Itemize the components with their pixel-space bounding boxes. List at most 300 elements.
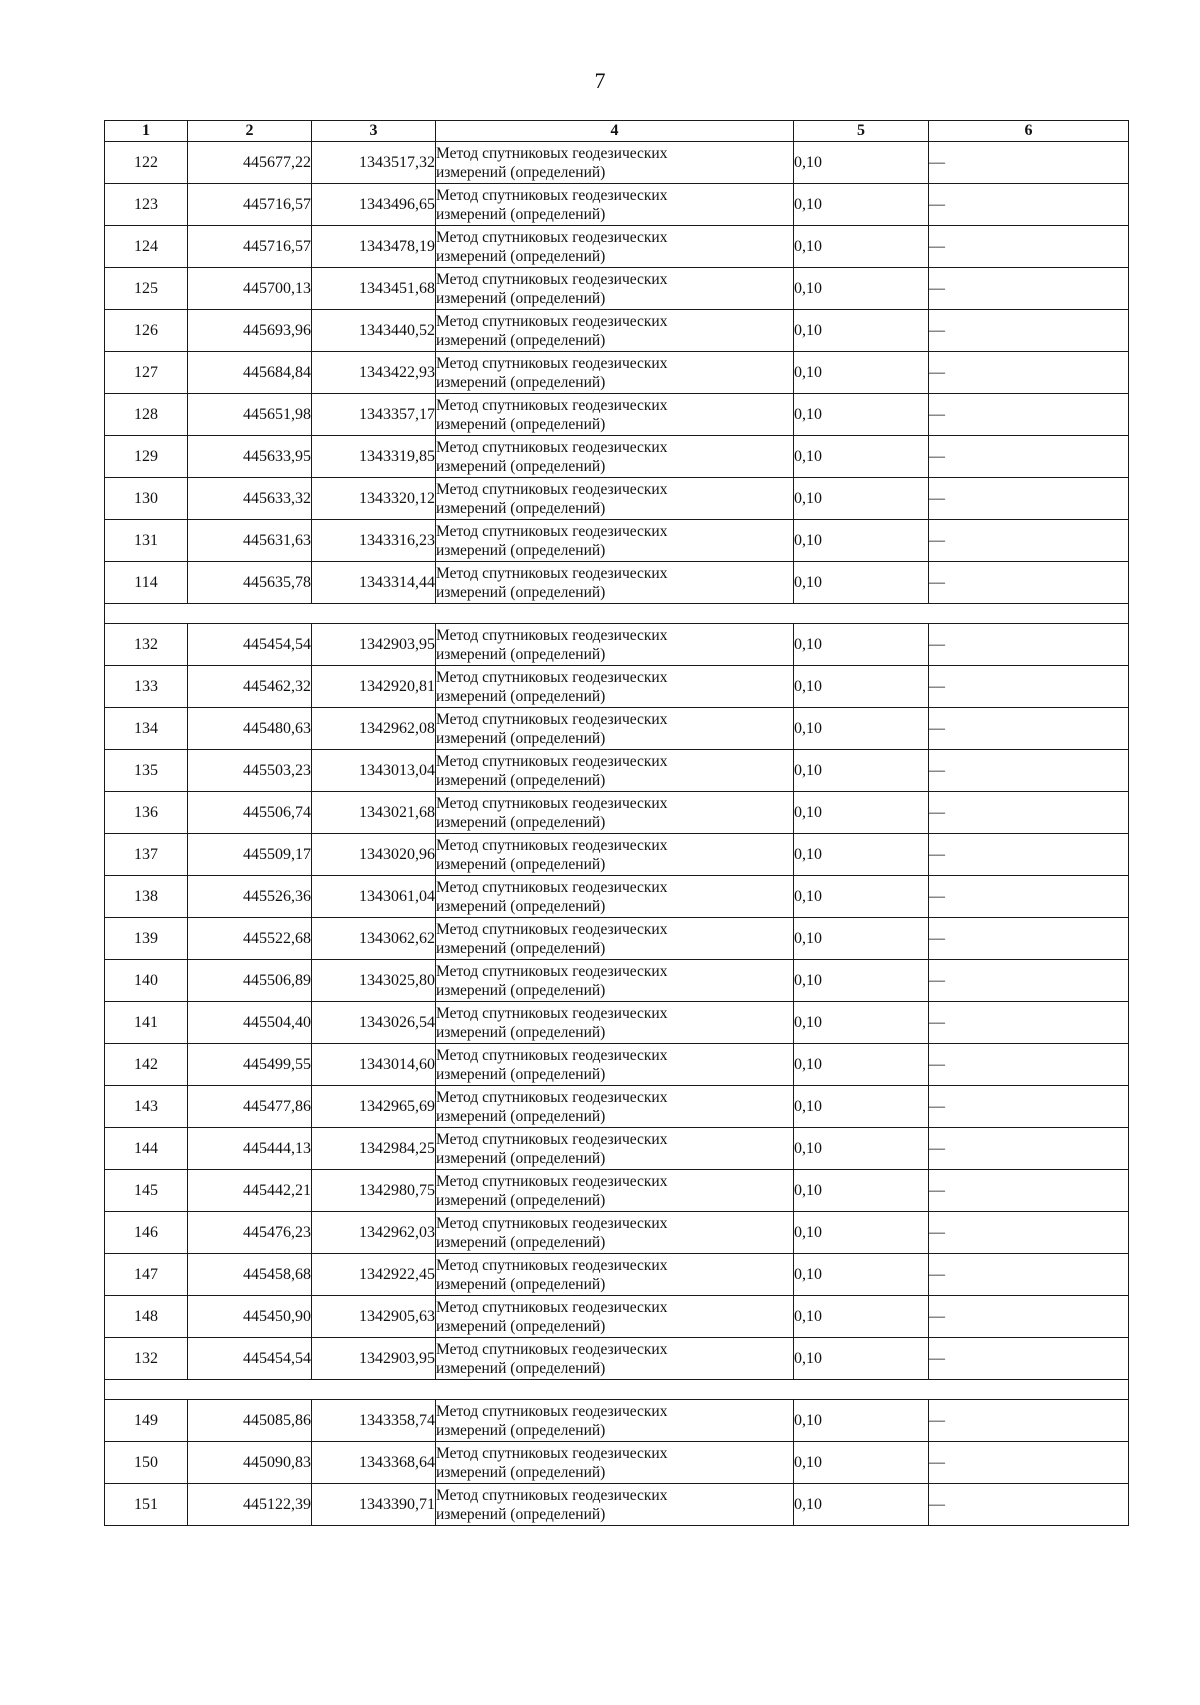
method-cell bbox=[436, 960, 794, 1002]
method-line-1: Метод спутниковых геодезических bbox=[436, 522, 668, 540]
table-row bbox=[105, 708, 1129, 750]
accuracy-cell: 0,10 bbox=[794, 310, 929, 352]
table-body bbox=[105, 142, 1129, 1526]
method-line-1: Метод спутниковых геодезических bbox=[436, 1172, 668, 1190]
point-number-cell: 141 bbox=[105, 1002, 188, 1044]
x-coordinate-cell: 445693,96 bbox=[188, 310, 312, 352]
table-row bbox=[105, 436, 1129, 478]
method-line-1: Метод спутниковых геодезических bbox=[436, 228, 668, 246]
method-line-1: Метод спутниковых геодезических bbox=[436, 1486, 668, 1504]
x-coordinate-cell: 445677,22 bbox=[188, 142, 312, 184]
note-cell: — bbox=[929, 478, 1129, 520]
y-coordinate-cell: 1343319,85 bbox=[312, 436, 436, 478]
point-number-cell: 142 bbox=[105, 1044, 188, 1086]
y-coordinate-cell: 1343026,54 bbox=[312, 1002, 436, 1044]
method-line-2: измерений (определений) bbox=[436, 897, 606, 915]
x-coordinate-cell: 445651,98 bbox=[188, 394, 312, 436]
note-cell: — bbox=[929, 750, 1129, 792]
method-line-1: Метод спутниковых геодезических bbox=[436, 270, 668, 288]
y-coordinate-cell: 1342903,95 bbox=[312, 624, 436, 666]
method-line-1: Метод спутниковых геодезических bbox=[436, 710, 668, 728]
x-coordinate-cell: 445090,83 bbox=[188, 1442, 312, 1484]
method-line-1: Метод спутниковых геодезических bbox=[436, 668, 668, 686]
table-row bbox=[105, 1338, 1129, 1380]
x-coordinate-cell: 445503,23 bbox=[188, 750, 312, 792]
method-line-2: измерений (определений) bbox=[436, 499, 606, 517]
method-cell bbox=[436, 666, 794, 708]
table-row bbox=[105, 876, 1129, 918]
y-coordinate-cell: 1343014,60 bbox=[312, 1044, 436, 1086]
method-line-2: измерений (определений) bbox=[436, 1421, 606, 1439]
point-number-cell: 140 bbox=[105, 960, 188, 1002]
note-cell: — bbox=[929, 268, 1129, 310]
point-number-cell: 136 bbox=[105, 792, 188, 834]
coordinates-table bbox=[104, 120, 1129, 1526]
point-number-cell: 147 bbox=[105, 1254, 188, 1296]
method-cell bbox=[436, 918, 794, 960]
method-line-2: измерений (определений) bbox=[436, 771, 606, 789]
table-row bbox=[105, 1484, 1129, 1526]
method-cell bbox=[436, 1484, 794, 1526]
method-cell bbox=[436, 1212, 794, 1254]
note-cell: — bbox=[929, 666, 1129, 708]
table-row bbox=[105, 1086, 1129, 1128]
x-coordinate-cell: 445633,32 bbox=[188, 478, 312, 520]
separator-cell bbox=[105, 1380, 1129, 1400]
y-coordinate-cell: 1343021,68 bbox=[312, 792, 436, 834]
note-cell: — bbox=[929, 708, 1129, 750]
method-cell bbox=[436, 1400, 794, 1442]
note-cell: — bbox=[929, 562, 1129, 604]
separator-cell bbox=[105, 604, 1129, 624]
x-coordinate-cell: 445442,21 bbox=[188, 1170, 312, 1212]
y-coordinate-cell: 1343320,12 bbox=[312, 478, 436, 520]
accuracy-cell: 0,10 bbox=[794, 834, 929, 876]
method-line-2: измерений (определений) bbox=[436, 205, 606, 223]
table-row bbox=[105, 478, 1129, 520]
note-cell: — bbox=[929, 394, 1129, 436]
x-coordinate-cell: 445635,78 bbox=[188, 562, 312, 604]
method-line-1: Метод спутниковых геодезических bbox=[436, 1004, 668, 1022]
note-cell: — bbox=[929, 876, 1129, 918]
method-line-1: Метод спутниковых геодезических bbox=[436, 312, 668, 330]
method-line-2: измерений (определений) bbox=[436, 1505, 606, 1523]
note-cell: — bbox=[929, 1338, 1129, 1380]
point-number-cell: 125 bbox=[105, 268, 188, 310]
note-cell: — bbox=[929, 310, 1129, 352]
y-coordinate-cell: 1342984,25 bbox=[312, 1128, 436, 1170]
x-coordinate-cell: 445700,13 bbox=[188, 268, 312, 310]
method-line-2: измерений (определений) bbox=[436, 289, 606, 307]
method-line-2: измерений (определений) bbox=[436, 1191, 606, 1209]
method-line-2: измерений (определений) bbox=[436, 415, 606, 433]
y-coordinate-cell: 1343478,19 bbox=[312, 226, 436, 268]
note-cell: — bbox=[929, 624, 1129, 666]
table-row bbox=[105, 1296, 1129, 1338]
column-header: 4 bbox=[436, 121, 794, 142]
point-number-cell: 114 bbox=[105, 562, 188, 604]
y-coordinate-cell: 1343357,17 bbox=[312, 394, 436, 436]
method-line-2: измерений (определений) bbox=[436, 1317, 606, 1335]
accuracy-cell: 0,10 bbox=[794, 876, 929, 918]
method-line-1: Метод спутниковых геодезических bbox=[436, 794, 668, 812]
method-line-1: Метод спутниковых геодезических bbox=[436, 1402, 668, 1420]
point-number-cell: 132 bbox=[105, 1338, 188, 1380]
table-row bbox=[105, 268, 1129, 310]
method-line-2: измерений (определений) bbox=[436, 1359, 606, 1377]
x-coordinate-cell: 445633,95 bbox=[188, 436, 312, 478]
accuracy-cell: 0,10 bbox=[794, 184, 929, 226]
accuracy-cell: 0,10 bbox=[794, 708, 929, 750]
point-number-cell: 148 bbox=[105, 1296, 188, 1338]
accuracy-cell: 0,10 bbox=[794, 1442, 929, 1484]
note-cell: — bbox=[929, 918, 1129, 960]
accuracy-cell: 0,10 bbox=[794, 436, 929, 478]
method-line-2: измерений (определений) bbox=[436, 813, 606, 831]
table-row bbox=[105, 750, 1129, 792]
accuracy-cell: 0,10 bbox=[794, 1484, 929, 1526]
accuracy-cell: 0,10 bbox=[794, 1296, 929, 1338]
point-number-cell: 134 bbox=[105, 708, 188, 750]
point-number-cell: 128 bbox=[105, 394, 188, 436]
method-cell bbox=[436, 792, 794, 834]
y-coordinate-cell: 1343020,96 bbox=[312, 834, 436, 876]
method-line-1: Метод спутниковых геодезических bbox=[436, 878, 668, 896]
note-cell: — bbox=[929, 1442, 1129, 1484]
point-number-cell: 126 bbox=[105, 310, 188, 352]
accuracy-cell: 0,10 bbox=[794, 1400, 929, 1442]
x-coordinate-cell: 445480,63 bbox=[188, 708, 312, 750]
note-cell: — bbox=[929, 142, 1129, 184]
accuracy-cell: 0,10 bbox=[794, 268, 929, 310]
x-coordinate-cell: 445716,57 bbox=[188, 226, 312, 268]
method-cell bbox=[436, 436, 794, 478]
point-number-cell: 139 bbox=[105, 918, 188, 960]
point-number-cell: 122 bbox=[105, 142, 188, 184]
accuracy-cell: 0,10 bbox=[794, 624, 929, 666]
note-cell: — bbox=[929, 1170, 1129, 1212]
method-line-1: Метод спутниковых геодезических bbox=[436, 438, 668, 456]
method-line-2: измерений (определений) bbox=[436, 1023, 606, 1041]
point-number-cell: 151 bbox=[105, 1484, 188, 1526]
method-line-1: Метод спутниковых геодезических bbox=[436, 186, 668, 204]
point-number-cell: 143 bbox=[105, 1086, 188, 1128]
x-coordinate-cell: 445716,57 bbox=[188, 184, 312, 226]
column-header: 2 bbox=[188, 121, 312, 142]
method-line-1: Метод спутниковых геодезических bbox=[436, 1340, 668, 1358]
note-cell: — bbox=[929, 1128, 1129, 1170]
note-cell: — bbox=[929, 352, 1129, 394]
accuracy-cell: 0,10 bbox=[794, 1254, 929, 1296]
x-coordinate-cell: 445526,36 bbox=[188, 876, 312, 918]
accuracy-cell: 0,10 bbox=[794, 394, 929, 436]
method-cell bbox=[436, 1296, 794, 1338]
point-number-cell: 146 bbox=[105, 1212, 188, 1254]
accuracy-cell: 0,10 bbox=[794, 478, 929, 520]
y-coordinate-cell: 1343390,71 bbox=[312, 1484, 436, 1526]
note-cell: — bbox=[929, 960, 1129, 1002]
method-line-1: Метод спутниковых геодезических bbox=[436, 1298, 668, 1316]
column-header: 5 bbox=[794, 121, 929, 142]
accuracy-cell: 0,10 bbox=[794, 918, 929, 960]
method-line-1: Метод спутниковых геодезических bbox=[436, 1046, 668, 1064]
note-cell: — bbox=[929, 792, 1129, 834]
point-number-cell: 129 bbox=[105, 436, 188, 478]
x-coordinate-cell: 445631,63 bbox=[188, 520, 312, 562]
note-cell: — bbox=[929, 1484, 1129, 1526]
point-number-cell: 150 bbox=[105, 1442, 188, 1484]
method-line-2: измерений (определений) bbox=[436, 541, 606, 559]
x-coordinate-cell: 445509,17 bbox=[188, 834, 312, 876]
point-number-cell: 135 bbox=[105, 750, 188, 792]
table-row bbox=[105, 1254, 1129, 1296]
method-line-1: Метод спутниковых геодезических bbox=[436, 920, 668, 938]
x-coordinate-cell: 445504,40 bbox=[188, 1002, 312, 1044]
note-cell: — bbox=[929, 1212, 1129, 1254]
y-coordinate-cell: 1343013,04 bbox=[312, 750, 436, 792]
point-number-cell: 144 bbox=[105, 1128, 188, 1170]
method-line-2: измерений (определений) bbox=[436, 1149, 606, 1167]
method-line-1: Метод спутниковых геодезических bbox=[436, 564, 668, 582]
table-row bbox=[105, 1442, 1129, 1484]
group-separator-row bbox=[105, 604, 1129, 624]
y-coordinate-cell: 1342962,08 bbox=[312, 708, 436, 750]
column-header: 6 bbox=[929, 121, 1129, 142]
table-row bbox=[105, 918, 1129, 960]
method-cell bbox=[436, 1128, 794, 1170]
method-line-1: Метод спутниковых геодезических bbox=[436, 962, 668, 980]
accuracy-cell: 0,10 bbox=[794, 520, 929, 562]
table-row bbox=[105, 394, 1129, 436]
table-header bbox=[105, 121, 1129, 142]
method-line-1: Метод спутниковых геодезических bbox=[436, 752, 668, 770]
x-coordinate-cell: 445454,54 bbox=[188, 1338, 312, 1380]
header-row bbox=[105, 121, 1129, 142]
method-cell bbox=[436, 1442, 794, 1484]
method-line-2: измерений (определений) bbox=[436, 1065, 606, 1083]
table-row bbox=[105, 1400, 1129, 1442]
method-line-2: измерений (определений) bbox=[436, 729, 606, 747]
accuracy-cell: 0,10 bbox=[794, 792, 929, 834]
method-cell bbox=[436, 562, 794, 604]
method-cell bbox=[436, 1044, 794, 1086]
point-number-cell: 130 bbox=[105, 478, 188, 520]
method-cell bbox=[436, 394, 794, 436]
accuracy-cell: 0,10 bbox=[794, 142, 929, 184]
accuracy-cell: 0,10 bbox=[794, 960, 929, 1002]
point-number-cell: 145 bbox=[105, 1170, 188, 1212]
method-line-2: измерений (определений) bbox=[436, 1233, 606, 1251]
point-number-cell: 133 bbox=[105, 666, 188, 708]
note-cell: — bbox=[929, 1044, 1129, 1086]
method-cell bbox=[436, 1338, 794, 1380]
y-coordinate-cell: 1343440,52 bbox=[312, 310, 436, 352]
table-row bbox=[105, 520, 1129, 562]
method-line-1: Метод спутниковых геодезических bbox=[436, 1256, 668, 1274]
note-cell: — bbox=[929, 1254, 1129, 1296]
y-coordinate-cell: 1343422,93 bbox=[312, 352, 436, 394]
y-coordinate-cell: 1342920,81 bbox=[312, 666, 436, 708]
y-coordinate-cell: 1343062,62 bbox=[312, 918, 436, 960]
method-line-1: Метод спутниковых геодезических bbox=[436, 480, 668, 498]
table-row bbox=[105, 1002, 1129, 1044]
method-line-2: измерений (определений) bbox=[436, 331, 606, 349]
method-cell bbox=[436, 1254, 794, 1296]
page-number: 7 bbox=[594, 68, 606, 93]
y-coordinate-cell: 1343316,23 bbox=[312, 520, 436, 562]
x-coordinate-cell: 445444,13 bbox=[188, 1128, 312, 1170]
method-line-2: измерений (определений) bbox=[436, 1275, 606, 1293]
accuracy-cell: 0,10 bbox=[794, 666, 929, 708]
table-row bbox=[105, 792, 1129, 834]
accuracy-cell: 0,10 bbox=[794, 352, 929, 394]
table-row bbox=[105, 142, 1129, 184]
accuracy-cell: 0,10 bbox=[794, 1170, 929, 1212]
y-coordinate-cell: 1343368,64 bbox=[312, 1442, 436, 1484]
method-line-2: измерений (определений) bbox=[436, 855, 606, 873]
table-row bbox=[105, 1044, 1129, 1086]
x-coordinate-cell: 445462,32 bbox=[188, 666, 312, 708]
method-line-2: измерений (определений) bbox=[436, 373, 606, 391]
accuracy-cell: 0,10 bbox=[794, 1128, 929, 1170]
method-line-2: измерений (определений) bbox=[436, 457, 606, 475]
x-coordinate-cell: 445477,86 bbox=[188, 1086, 312, 1128]
point-number-cell: 137 bbox=[105, 834, 188, 876]
method-line-2: измерений (определений) bbox=[436, 583, 606, 601]
method-line-1: Метод спутниковых геодезических bbox=[436, 354, 668, 372]
y-coordinate-cell: 1343496,65 bbox=[312, 184, 436, 226]
y-coordinate-cell: 1342922,45 bbox=[312, 1254, 436, 1296]
note-cell: — bbox=[929, 1086, 1129, 1128]
method-cell bbox=[436, 352, 794, 394]
y-coordinate-cell: 1343517,32 bbox=[312, 142, 436, 184]
table-row bbox=[105, 310, 1129, 352]
table-row bbox=[105, 834, 1129, 876]
method-line-1: Метод спутниковых геодезических bbox=[436, 1214, 668, 1232]
y-coordinate-cell: 1343451,68 bbox=[312, 268, 436, 310]
method-line-2: измерений (определений) bbox=[436, 163, 606, 181]
method-line-2: измерений (определений) bbox=[436, 1107, 606, 1125]
point-number-cell: 124 bbox=[105, 226, 188, 268]
point-number-cell: 138 bbox=[105, 876, 188, 918]
note-cell: — bbox=[929, 184, 1129, 226]
method-line-2: измерений (определений) bbox=[436, 687, 606, 705]
table-row bbox=[105, 1170, 1129, 1212]
x-coordinate-cell: 445506,74 bbox=[188, 792, 312, 834]
x-coordinate-cell: 445522,68 bbox=[188, 918, 312, 960]
method-cell bbox=[436, 142, 794, 184]
point-number-cell: 132 bbox=[105, 624, 188, 666]
method-cell bbox=[436, 310, 794, 352]
note-cell: — bbox=[929, 1002, 1129, 1044]
accuracy-cell: 0,10 bbox=[794, 1338, 929, 1380]
method-line-2: измерений (определений) bbox=[436, 1463, 606, 1481]
method-cell bbox=[436, 1002, 794, 1044]
note-cell: — bbox=[929, 1296, 1129, 1338]
y-coordinate-cell: 1343025,80 bbox=[312, 960, 436, 1002]
x-coordinate-cell: 445684,84 bbox=[188, 352, 312, 394]
group-separator-row bbox=[105, 1380, 1129, 1400]
y-coordinate-cell: 1343061,04 bbox=[312, 876, 436, 918]
point-number-cell: 131 bbox=[105, 520, 188, 562]
x-coordinate-cell: 445499,55 bbox=[188, 1044, 312, 1086]
note-cell: — bbox=[929, 520, 1129, 562]
method-cell bbox=[436, 520, 794, 562]
accuracy-cell: 0,10 bbox=[794, 1212, 929, 1254]
method-line-1: Метод спутниковых геодезических bbox=[436, 626, 668, 644]
method-line-1: Метод спутниковых геодезических bbox=[436, 1088, 668, 1106]
accuracy-cell: 0,10 bbox=[794, 750, 929, 792]
table-row bbox=[105, 226, 1129, 268]
y-coordinate-cell: 1343358,74 bbox=[312, 1400, 436, 1442]
method-line-1: Метод спутниковых геодезических bbox=[436, 1130, 668, 1148]
method-cell bbox=[436, 1086, 794, 1128]
method-line-1: Метод спутниковых геодезических bbox=[436, 1444, 668, 1462]
method-line-1: Метод спутниковых геодезических bbox=[436, 396, 668, 414]
note-cell: — bbox=[929, 436, 1129, 478]
table-row bbox=[105, 960, 1129, 1002]
method-line-1: Метод спутниковых геодезических bbox=[436, 144, 668, 162]
method-line-2: измерений (определений) bbox=[436, 939, 606, 957]
method-cell bbox=[436, 478, 794, 520]
method-line-2: измерений (определений) bbox=[436, 247, 606, 265]
x-coordinate-cell: 445458,68 bbox=[188, 1254, 312, 1296]
x-coordinate-cell: 445085,86 bbox=[188, 1400, 312, 1442]
method-cell bbox=[436, 834, 794, 876]
note-cell: — bbox=[929, 1400, 1129, 1442]
method-cell bbox=[436, 876, 794, 918]
x-coordinate-cell: 445506,89 bbox=[188, 960, 312, 1002]
method-cell bbox=[436, 708, 794, 750]
table-row bbox=[105, 562, 1129, 604]
method-line-2: измерений (определений) bbox=[436, 981, 606, 999]
method-cell bbox=[436, 268, 794, 310]
x-coordinate-cell: 445450,90 bbox=[188, 1296, 312, 1338]
accuracy-cell: 0,10 bbox=[794, 562, 929, 604]
note-cell: — bbox=[929, 226, 1129, 268]
y-coordinate-cell: 1343314,44 bbox=[312, 562, 436, 604]
method-line-2: измерений (определений) bbox=[436, 645, 606, 663]
table-row bbox=[105, 624, 1129, 666]
accuracy-cell: 0,10 bbox=[794, 226, 929, 268]
accuracy-cell: 0,10 bbox=[794, 1086, 929, 1128]
method-cell bbox=[436, 1170, 794, 1212]
method-cell bbox=[436, 624, 794, 666]
column-header: 3 bbox=[312, 121, 436, 142]
table-row bbox=[105, 352, 1129, 394]
accuracy-cell: 0,10 bbox=[794, 1044, 929, 1086]
method-cell bbox=[436, 184, 794, 226]
y-coordinate-cell: 1342903,95 bbox=[312, 1338, 436, 1380]
point-number-cell: 123 bbox=[105, 184, 188, 226]
table-row bbox=[105, 666, 1129, 708]
x-coordinate-cell: 445122,39 bbox=[188, 1484, 312, 1526]
method-line-1: Метод спутниковых геодезических bbox=[436, 836, 668, 854]
method-cell bbox=[436, 226, 794, 268]
table-row bbox=[105, 1128, 1129, 1170]
x-coordinate-cell: 445476,23 bbox=[188, 1212, 312, 1254]
y-coordinate-cell: 1342905,63 bbox=[312, 1296, 436, 1338]
note-cell: — bbox=[929, 834, 1129, 876]
table-row bbox=[105, 184, 1129, 226]
point-number-cell: 149 bbox=[105, 1400, 188, 1442]
column-header: 1 bbox=[105, 121, 188, 142]
x-coordinate-cell: 445454,54 bbox=[188, 624, 312, 666]
method-cell bbox=[436, 750, 794, 792]
y-coordinate-cell: 1342965,69 bbox=[312, 1086, 436, 1128]
y-coordinate-cell: 1342980,75 bbox=[312, 1170, 436, 1212]
y-coordinate-cell: 1342962,03 bbox=[312, 1212, 436, 1254]
